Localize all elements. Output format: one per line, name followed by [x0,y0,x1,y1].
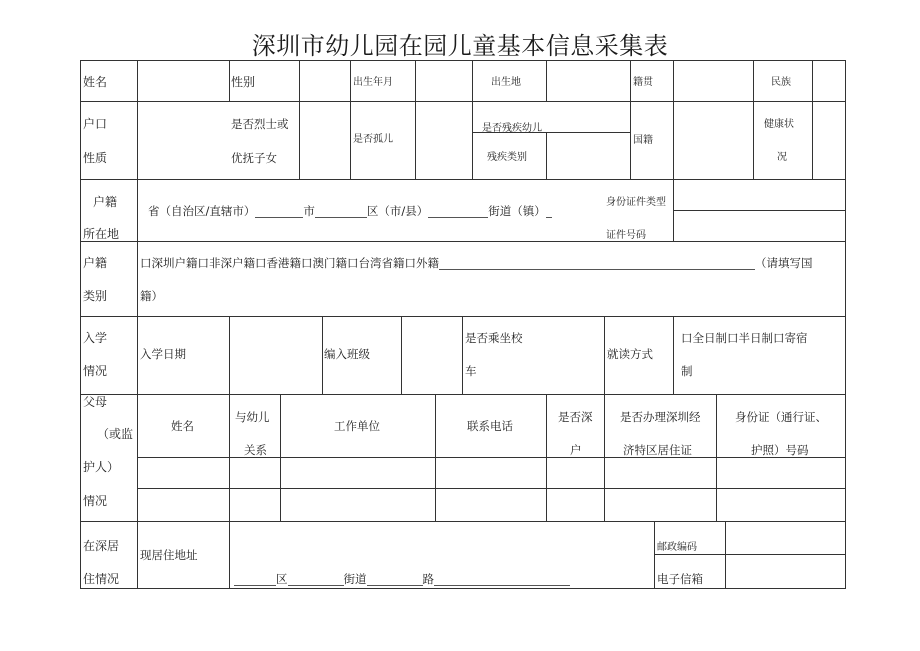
col-header-id: 护照）号码 [751,443,809,457]
label-martyr: 是否烈士或 [231,117,289,131]
col-divider [401,316,402,394]
blank-line [367,573,423,586]
col-divider [137,394,138,521]
row-divider [80,521,846,522]
col-header-id: 身份证（通行证、 [735,410,827,424]
blank-line [434,573,570,586]
label-martyr: 优抚子女 [231,151,277,165]
col-divider [137,241,138,316]
col-divider [137,521,138,588]
blank-line [428,205,488,218]
study-mode-options: 制 [681,364,693,378]
col-divider [350,60,351,179]
label-orphan: 是否孤儿 [353,134,393,145]
col-header-name: 姓名 [171,419,194,433]
label-parents: 父母 [83,395,108,409]
hukou-category-note: 籍） [140,289,163,303]
table-border-left [80,60,81,588]
col-divider [546,60,547,101]
col-divider [137,316,138,394]
label-postcode: 邮政编码 [657,542,697,553]
col-divider [546,132,547,179]
col-header-relation: 关系 [244,443,267,457]
label-parents: 情况 [83,494,108,508]
col-divider [604,394,605,521]
label-enrollment: 情况 [83,364,108,378]
col-header-permit: 是否办理深圳经 [620,410,701,424]
col-header-phone: 联系电话 [467,419,513,433]
label-health: 健康状 [764,119,794,130]
label-address: 现居住地址 [140,548,198,562]
col-divider [716,394,717,521]
row-divider [80,101,846,102]
col-divider [630,60,631,179]
col-divider [472,60,473,179]
blank-line [288,573,344,586]
col-divider [229,60,230,101]
label-email: 电子信箱 [657,572,703,586]
col-header-sz-hukou: 户 [570,443,582,457]
label-hukou-category: 类别 [83,289,108,303]
blank-line [546,205,552,218]
col-divider [229,521,230,588]
label-disability-type: 残疾类别 [487,152,527,163]
table-border-top [80,60,846,61]
col-divider [137,179,138,241]
blank-line [234,573,276,586]
page-title: 深圳市幼儿园在园儿童基本信息采集表 [251,32,669,60]
row-divider [137,457,846,458]
row-divider [80,179,846,180]
label-id-number: 证件号码 [606,230,646,241]
blank-line [255,205,303,218]
label-name: 姓名 [83,75,108,89]
col-header-permit: 济特区居住证 [623,443,692,457]
label-birth-date: 出生年月 [353,77,393,88]
label-ethnicity: 民族 [771,77,791,88]
label-gender: 性别 [231,75,256,89]
address-line: 区 街道 路 [234,572,570,586]
col-divider [673,60,674,179]
label-parents: 护人） [83,460,120,474]
label-disabled-child: 是否残疾幼儿 [482,123,542,134]
label-residence: 住情况 [83,572,120,586]
label-health: 况 [777,152,787,163]
label-residence: 在深居 [83,539,120,553]
study-mode-options: 口全日制口半日制口寄宿 [681,331,808,345]
col-divider [137,60,138,179]
col-divider [753,60,754,179]
label-nationality: 国籍 [633,135,653,146]
col-header-relation: 与幼儿 [235,410,270,424]
row-divider [137,488,846,489]
hukou-category-options: 口深圳户籍口非深户籍口香港籍口澳门籍口台湾省籍口外籍 （请填写国 [140,256,813,270]
blank-line [315,205,367,218]
label-hukou-location: 户籍 [93,195,118,209]
col-divider [812,60,813,179]
table-border-right [845,60,846,588]
label-study-mode: 就读方式 [607,347,653,361]
label-hukou-location: 所在地 [83,227,120,241]
row-divider [80,394,846,395]
col-divider [462,316,463,394]
col-divider [415,60,416,179]
label-native-place: 籍贯 [633,77,653,88]
label-birthplace: 出生地 [491,77,521,88]
row-divider [80,316,846,317]
label-parents: （或监 [97,427,134,441]
table-border-bottom [80,588,846,589]
cell-divider [673,210,846,211]
blank-line [439,257,755,270]
col-divider [673,316,674,394]
col-header-work: 工作单位 [334,419,380,433]
col-divider [280,394,281,521]
label-enroll-date: 入学日期 [140,347,186,361]
label-hukou-nature: 性质 [83,151,108,165]
col-header-sz-hukou: 是否深 [558,410,593,424]
label-school-bus: 车 [465,364,477,378]
col-divider [229,394,230,521]
row-divider [80,241,846,242]
label-hukou-nature: 户口 [83,117,108,131]
label-enrollment: 入学 [83,331,108,345]
col-divider [546,394,547,521]
label-province: 省（自治区/直辖市） 市 区（市/县） 街道（镇） [148,204,552,218]
label-hukou-category: 户籍 [83,256,108,270]
col-divider [299,60,300,179]
label-school-bus: 是否乘坐校 [465,331,523,345]
col-divider [229,316,230,394]
col-divider [435,394,436,521]
col-divider [322,316,323,394]
label-id-type: 身份证件类型 [606,197,666,208]
label-class: 编入班级 [324,347,370,361]
col-divider [604,316,605,394]
